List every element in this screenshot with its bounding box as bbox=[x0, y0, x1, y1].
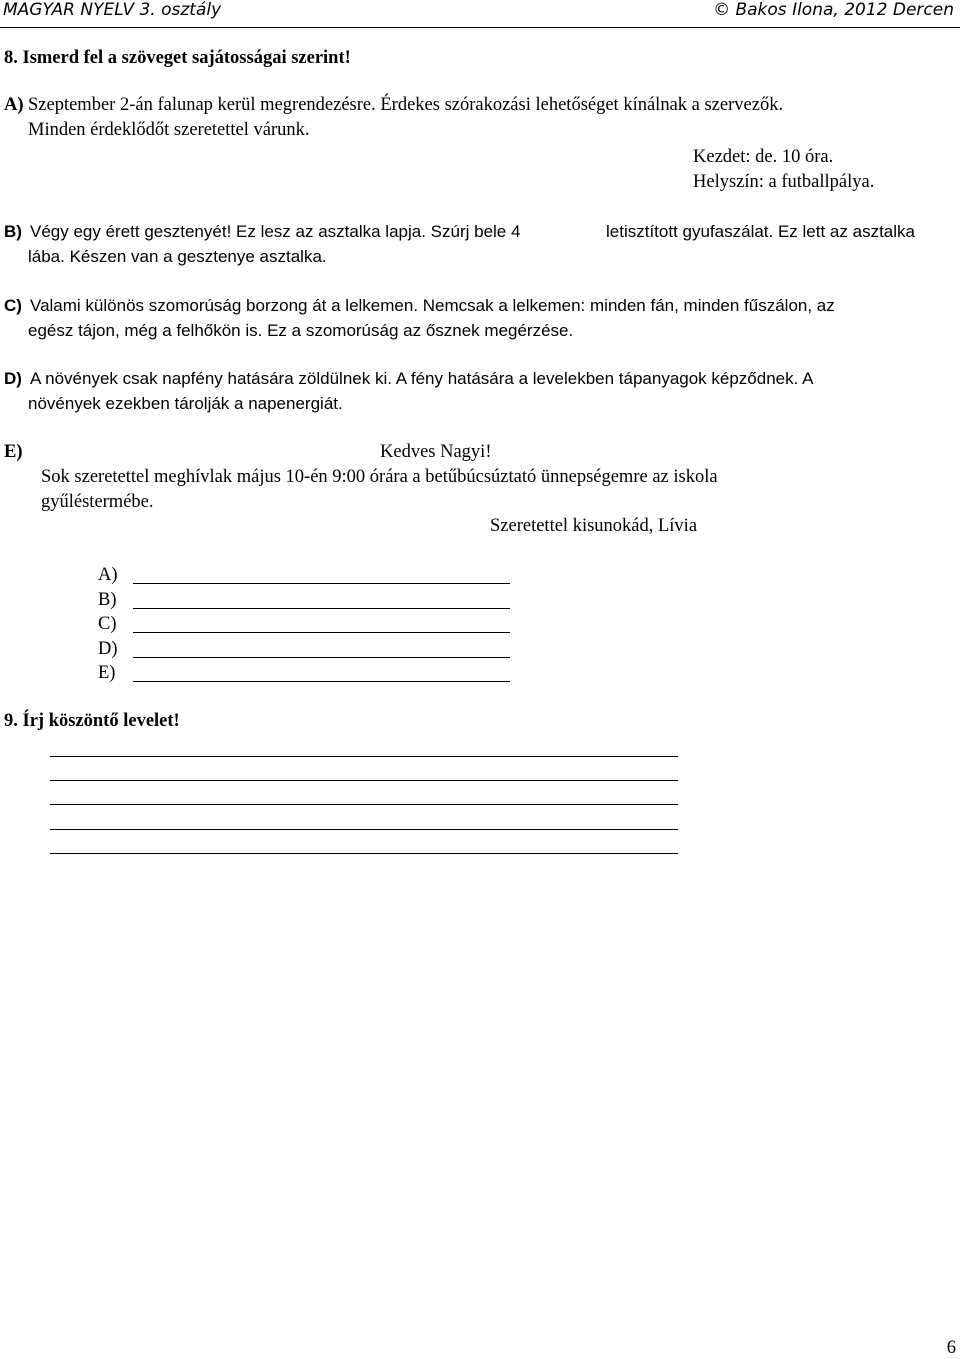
task8-e-greeting: Kedves Nagyi! bbox=[380, 442, 492, 462]
letter-line[interactable] bbox=[50, 853, 678, 854]
task8-b-line1b: letisztított gyufaszálat. Ez lett az asztalka bbox=[606, 222, 915, 241]
header-right: © Bakos Ilona, 2012 Dercen bbox=[713, 0, 954, 20]
answer-a-line[interactable] bbox=[133, 583, 510, 584]
task9-title: 9. Írj köszöntő levelet! bbox=[4, 711, 180, 731]
task8-b-line1a: Végy egy érett gesztenyét! Ez lesz az asztalka lapja. Szúrj bele 4 bbox=[30, 222, 521, 241]
answer-c-line[interactable] bbox=[133, 632, 510, 633]
answer-e-line[interactable] bbox=[133, 681, 510, 682]
task8-b-label: B) bbox=[4, 222, 22, 241]
task8-a-place: Helyszín: a futballpálya. bbox=[693, 172, 875, 192]
answer-d-line[interactable] bbox=[133, 657, 510, 658]
task8-title: 8. Ismerd fel a szöveget sajátosságai szerint! bbox=[4, 48, 351, 68]
answer-b-line[interactable] bbox=[133, 608, 510, 609]
task8-b-line2: lába. Készen van a gesztenye asztalka. bbox=[28, 247, 327, 266]
task8-d-line2: növények ezekben tárolják a napenergiát. bbox=[28, 394, 343, 413]
header-divider bbox=[0, 27, 960, 28]
answer-c-label: C) bbox=[98, 614, 117, 634]
letter-line[interactable] bbox=[50, 756, 678, 757]
answer-d-label: D) bbox=[98, 639, 118, 659]
task8-d-label: D) bbox=[4, 369, 22, 388]
task8-c-label: C) bbox=[4, 296, 22, 315]
task8-e-label: E) bbox=[4, 442, 23, 462]
task8-a-label: A) bbox=[4, 95, 24, 115]
task8-e-signature: Szeretettel kisunokád, Lívia bbox=[490, 516, 698, 536]
answer-a-label: A) bbox=[98, 565, 118, 585]
header-left: MAGYAR NYELV 3. osztály bbox=[3, 0, 222, 20]
letter-line[interactable] bbox=[50, 829, 678, 830]
task8-a-line2: Minden érdeklődőt szeretettel várunk. bbox=[28, 120, 310, 140]
answer-b-label: B) bbox=[98, 590, 117, 610]
letter-line[interactable] bbox=[50, 780, 678, 781]
task8-d-line1: A növények csak napfény hatására zöldülnek ki. A fény hatására a levelekben tápanyagok képződnek. A bbox=[30, 369, 814, 388]
task8-e-line2: gyűléstermébe. bbox=[41, 492, 154, 512]
task8-c-line2: egész tájon, még a felhőkön is. Ez a szomorúság az ősznek megérzése. bbox=[28, 321, 574, 340]
task8-c-line1: Valami különös szomorúság borzong át a lelkemen. Nemcsak a lelkemen: minden fán, minden fűszálon, az bbox=[30, 296, 835, 315]
answer-e-label: E) bbox=[98, 663, 116, 683]
page-number: 6 bbox=[946, 1338, 956, 1358]
task8-e-line1: Sok szeretettel meghívlak május 10-én 9:00 órára a betűbúcsúztató ünnepségemre az iskola bbox=[41, 467, 718, 487]
task8-a-start: Kezdet: de. 10 óra. bbox=[693, 147, 834, 167]
letter-line[interactable] bbox=[50, 804, 678, 805]
task8-a-line1: Szeptember 2-án falunap kerül megrendezésre. Érdekes szórakozási lehetőséget kínálnak a szervezők. bbox=[28, 95, 784, 115]
